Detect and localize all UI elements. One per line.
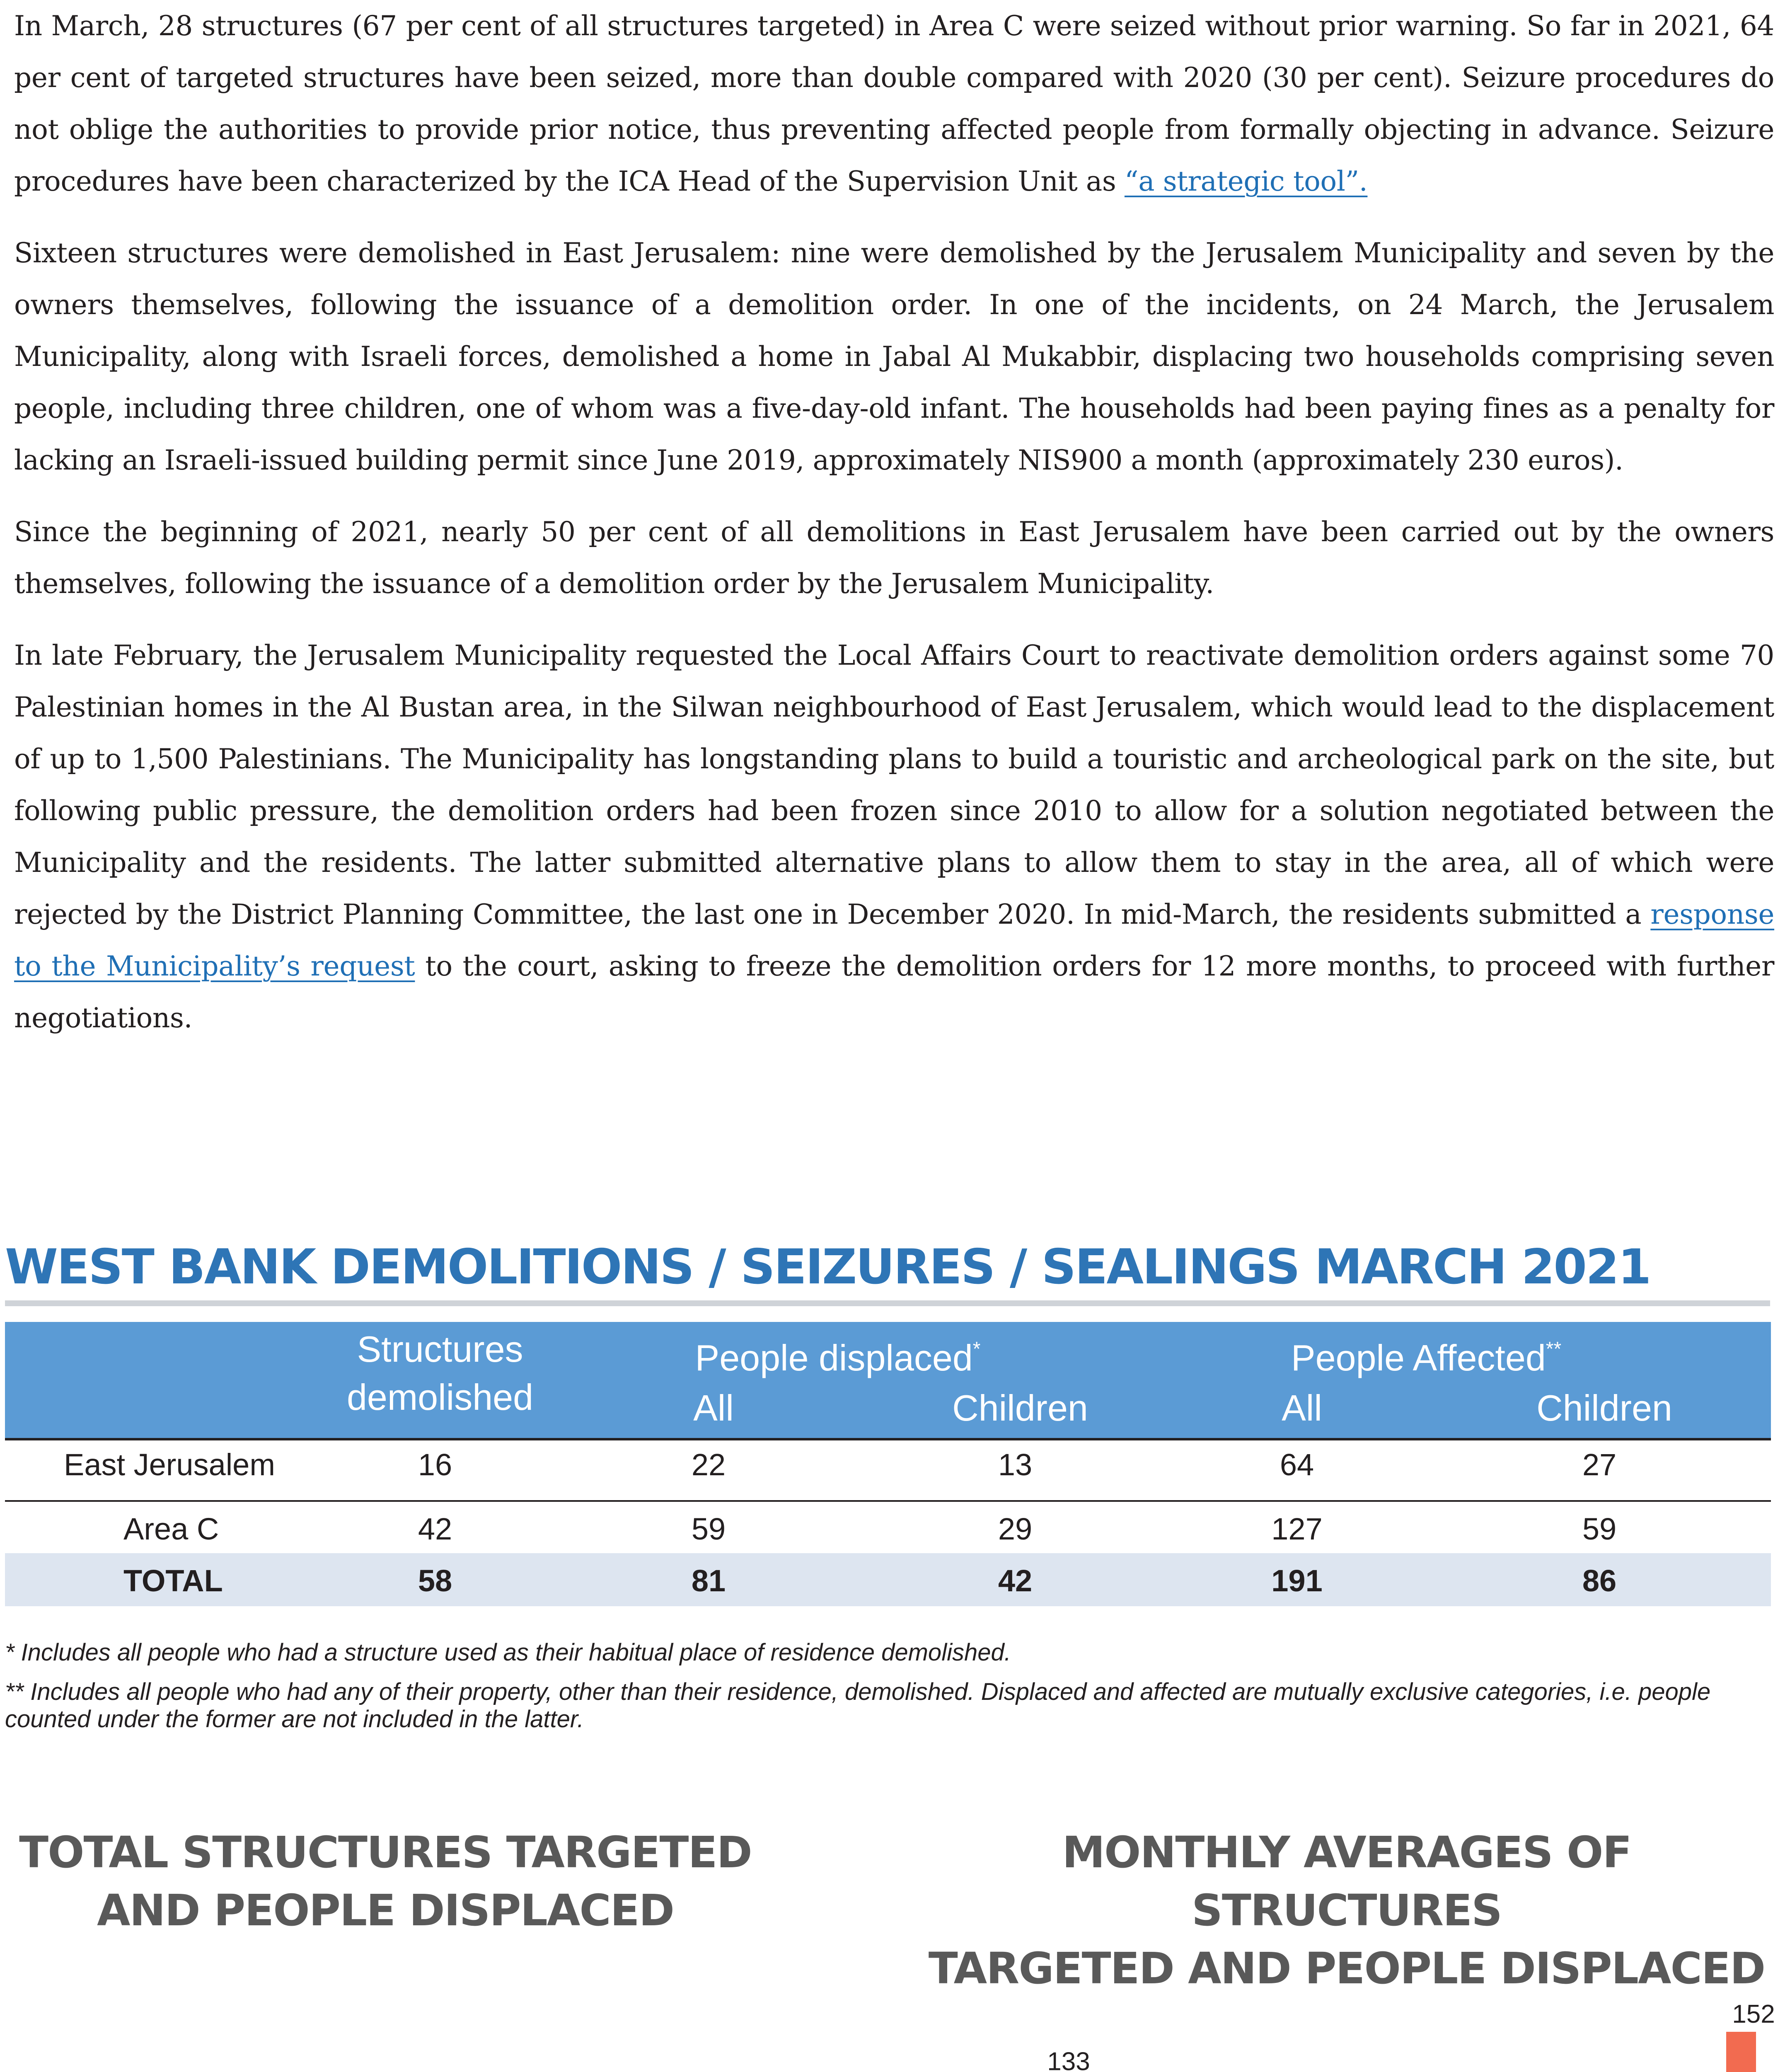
header-displaced-mark: * [972,1338,981,1360]
footnote-affected: ** Includes all people who had any of their property, other than their residence, demolished. Displaced and affected are mutually exclusive categories, i.e. people counted under the former are not included in the latter. [5,1678,1711,1733]
table-title: WEST BANK DEMOLITIONS / SEIZURES / SEALINGS MARCH 2021 [5,1239,1650,1295]
chart-averages-title-line1: MONTHLY AVERAGES OF STRUCTURES [1062,1827,1631,1936]
header-displaced-children: Children [952,1387,1088,1428]
paragraph-seizures-text: In March, 28 structures (67 per cent of all structures targeted) in Area C were seized without prior warning. So far in 2021, 64 per cent of targeted structures have been seized, more than double compared with 2020 (30 per cent). Seizure procedures do not oblige the authorities to provide prior notice, thus preventing affected people from formally objecting in advance. Seizure procedures have been characterized by the ICA Head of the Supervision Unit as [14,10,1774,197]
row-area-c-displaced-children: 29 [998,1512,1033,1546]
header-people-displaced-label: People displaced [695,1337,973,1378]
row-area-c-displaced-all: 59 [691,1512,726,1546]
row-east-jerusalem-structures: 16 [418,1447,452,1482]
header-affected-all: All [1282,1387,1322,1428]
row-area-c-label: Area C [123,1512,219,1546]
footnote-displaced: * Includes all people who had a structure used as their habitual place of residence demolished. [5,1639,1011,1666]
municipality-request-link[interactable]: response to the Municipality’s request [14,898,1774,982]
chart-totals-title-line2: AND PEOPLE DISPLACED [97,1885,674,1936]
row-east-jerusalem-label: East Jerusalem [64,1447,275,1482]
paragraph-east-jerusalem: Sixteen structures were demolished in East Jerusalem: nine were demolished by the Jerusalem Municipality and seven by the owners themselves, following the issuance of a demolition order. In one of the incidents, on 24 March, the Jerusalem Municipality, along with Israeli forces, demolished a home in Jabal Al Mukabbir, displacing two households comprising seven people, including three children, one of whom was a five-day-old infant. The households had been paying fines as a penalty for lacking an Israeli-issued building permit since June 2019, approximately NIS900 a month (approximately 230 euros). [14,237,1774,476]
row-area-c-affected-all: 127 [1271,1512,1323,1546]
header-people-affected-label: People Affected [1291,1337,1546,1378]
header-affected-mark: ** [1546,1338,1562,1360]
row-east-jerusalem-affected-children: 27 [1582,1447,1617,1482]
row-total-affected-all: 191 [1271,1564,1323,1598]
row-area-c-structures: 42 [418,1512,452,1546]
row-east-jerusalem-displaced-all: 22 [691,1447,726,1482]
paragraph-al-bustan-text-a: In late February, the Jerusalem Municipality requested the Local Affairs Court to reactivate demolition orders against some 70 Palestinian homes in the Al Bustan area, in the Silwan neighbourhood of East Jerusalem, which would lead to the displacement of up to 1,500 Palestinians. The Municipality has longstanding plans to build a touristic and archeological park on the site, but following public pressure, the demolition orders had been frozen since 2010 to allow for a solution negotiated between the Municipality and the residents. The latter submitted alternative plans to allow them to stay in the area, all of which were rejected by the District Planning Committee, the last one in December 2020. In mid-March, the residents submitted a [14,639,1774,930]
chart-averages-title-line2: TARGETED AND PEOPLE DISPLACED [928,1943,1765,1994]
row-east-jerusalem-displaced-children: 13 [998,1447,1033,1482]
row-total-label: TOTAL [123,1564,223,1598]
header-structures-line2: demolished [346,1377,534,1418]
chart-totals-title-line1: TOTAL STRUCTURES TARGETED [19,1827,752,1878]
row-total-structures: 58 [418,1564,452,1598]
averages-bar-displaced-2021 [1726,2032,1756,2072]
header-displaced-all: All [693,1387,734,1428]
strategic-tool-link[interactable]: “a strategic tool”. [1124,165,1368,197]
averages-label-displaced-2021: 152 [1732,2000,1775,2028]
row-total-affected-children: 86 [1582,1564,1617,1598]
paragraph-al-bustan-text-b: to the court, asking to freeze the demolition orders for 12 more months, to proceed with further negotiations. [14,950,1774,1034]
paragraph-self-demolitions: Since the beginning of 2021, nearly 50 per cent of all demolitions in East Jerusalem have been carried out by the owners themselves, following the issuance of a demolition order by the Jerusalem Municipality. [14,516,1774,600]
row-east-jerusalem-affected-all: 64 [1280,1447,1314,1482]
row-total-displaced-all: 81 [691,1564,726,1598]
row-area-c-affected-children: 59 [1582,1512,1617,1546]
row-total-displaced-children: 42 [998,1564,1033,1598]
header-affected-children: Children [1536,1387,1672,1428]
averages-label-displaced-2016: 133 [1047,2047,1090,2072]
header-structures-line1: Structures [357,1329,523,1370]
